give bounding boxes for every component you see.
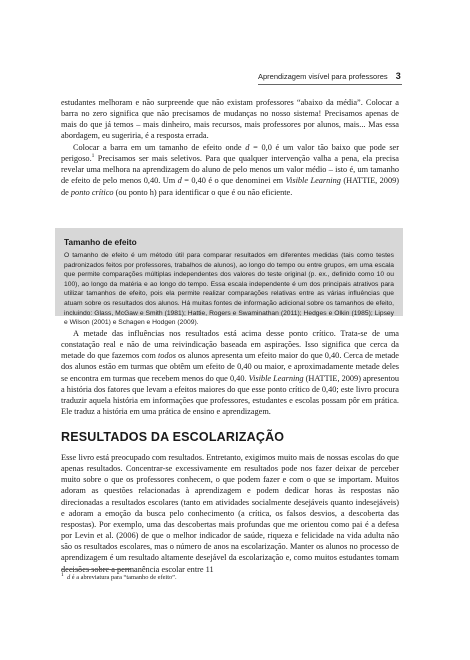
- paragraph-2: [61, 142, 399, 198]
- p3-text-a: A metade das influências nos resultados está acima desse ponto crítico. Trata-se de uma constatação real e não de uma reivindicação baseada em aspirações. Isso significa que cerca da metade do que fazemos com: [61, 329, 399, 361]
- p2-text-f: (ou ponto h) para identificar o que é ou não eficiente.: [113, 187, 293, 197]
- p2-text-d: = 0,40 é o que denominei em: [181, 176, 286, 186]
- paragraph-3: [61, 328, 399, 417]
- p2-text-a: Colocar a barra em um tamanho de efeito onde: [73, 143, 246, 152]
- footnote: [61, 571, 177, 581]
- p2-d-symbol: d: [245, 143, 250, 152]
- footnote-d-symbol: d: [66, 574, 71, 581]
- page-number: 3: [395, 71, 401, 81]
- p3-book-title: Visible Learning: [248, 373, 304, 383]
- section-heading: RESULTADOS DA ESCOLARIZAÇÃO: [61, 430, 285, 444]
- running-head: [258, 71, 401, 81]
- effect-size-box: [55, 228, 403, 327]
- box-text: O tamanho de efeito é um método útil para comparar resultados em diferentes medidas (tais como testes padronizados feitos por professores, trabalhos de alunos), ao longo do tempo ou entre grupos, em uma escala que permite comparações múltiplas independentes dos valores do teste original (p. ex., definido como 10 ou 100), ao longo da matéria e ao longo do tempo. Essa escala independente é um dos principais atrativos para utilizar tamanhos de efeito, pois ela permite realizar comparações relativas entre as várias influências que atuam sobre os resultados dos alunos. Há muitas fontes de informação adicional sobre os tamanhos de efeito, incluindo: Glass, McGaw e Smith (1981); Hattie, Rogers e Swaminathan (2011); Hedges e Olkin (1985); Lipsey e Wilson (2001) e Schagen e Hodgen (2009).: [64, 252, 394, 327]
- footnote-mark: 1: [61, 571, 64, 578]
- p2-text-b: = 0,0 é um valor tão baixo que pode ser perigoso.: [61, 143, 399, 164]
- paragraph-1: estudantes melhoram e não surpreende que não existam professores “abaixo da média”. Colocar a barra no zero significa que não precisamos de mudanças no nosso sistema! Precisamos apenas de mais do que já temos – mais dinheiro, mais recursos, mais professores por alunos, mais... Mas essa abordagem, eu sugeriria, é a resposta errada.: [61, 98, 399, 141]
- header-rule: [258, 84, 402, 85]
- footnote-text: é a abreviatura para “tamanho de efeito”.: [70, 574, 177, 581]
- footnote-ref[interactable]: 1: [91, 153, 95, 160]
- paragraph-4: Esse livro está preocupado com resultados. Entretanto, exigimos muito mais de nossas escolas do que apenas resultados. Concentrar-se excessivamente em resultados pode nos fazer deixar de perceber muito sobre o que os professores conhecem, o que podem fazer e com o que se importam. Muitos adoram as questões relacionadas à aprendizagem e podem dedicar horas às respostas não direcionadas a resultados escolares (tanto em atividades socialmente desejáveis quanto indesejáveis) e adoram a emoção da busca pelo conhecimento (a crítica, os falsos desvios, a descoberta das respostas). Por exemplo, uma das descobertas mais profundas que me orientou como pai é a defesa por Levin et al. (2006) de que o melhor indicador de saúde, riqueza e felicidade na vida adulta não são os resultados escolares, mas o número de anos na escolarização. Manter os alunos no processo de aprendizagem é um resultado altamente desejável da escolarização e, como muitos estudantes tomam decisões sobre a permanência escolar entre 11: [61, 453, 399, 574]
- p3-text-b: os alunos apresenta um efeito maior do que 0,40. Cerca de metade dos alunos estão em turmas que obtêm um efeito de 0,40 ou maior, e aproximadamente metade deles se encontra em turmas que recebem menos do que 0,40.: [61, 351, 399, 383]
- box-title: Tamanho de efeito: [64, 237, 137, 247]
- running-title: Aprendizagem visível para professores: [258, 72, 388, 81]
- p2-text-e: (HATTIE, 2009) de: [61, 176, 400, 197]
- p2-term: ponto crítico: [70, 187, 114, 197]
- p2-d-symbol-2: d: [177, 176, 182, 186]
- p3-text-c: (HATTIE, 2009) apresentou a história dos fatores que levam a efeitos maiores do que esse ponto crítico de 0,40; este livro procura traduzir aquela história em informações que professores, estudantes e escolas possam pôr em prática. Ele traduz a história em uma prática de ensino e aprendizagem.: [61, 373, 399, 417]
- p2-book-title: Visible Learning: [285, 176, 341, 186]
- p2-text-c: Precisamos ser mais seletivos. Para que qualquer intervenção valha a pena, ela precisa revelar uma melhora na aprendizagem do aluno de pelo menos um valor médio – isto é, um tamanho de efeito de pelo menos 0,40. Um: [61, 154, 399, 186]
- p3-emphasis: todos: [157, 351, 176, 361]
- footnote-rule: [61, 569, 131, 570]
